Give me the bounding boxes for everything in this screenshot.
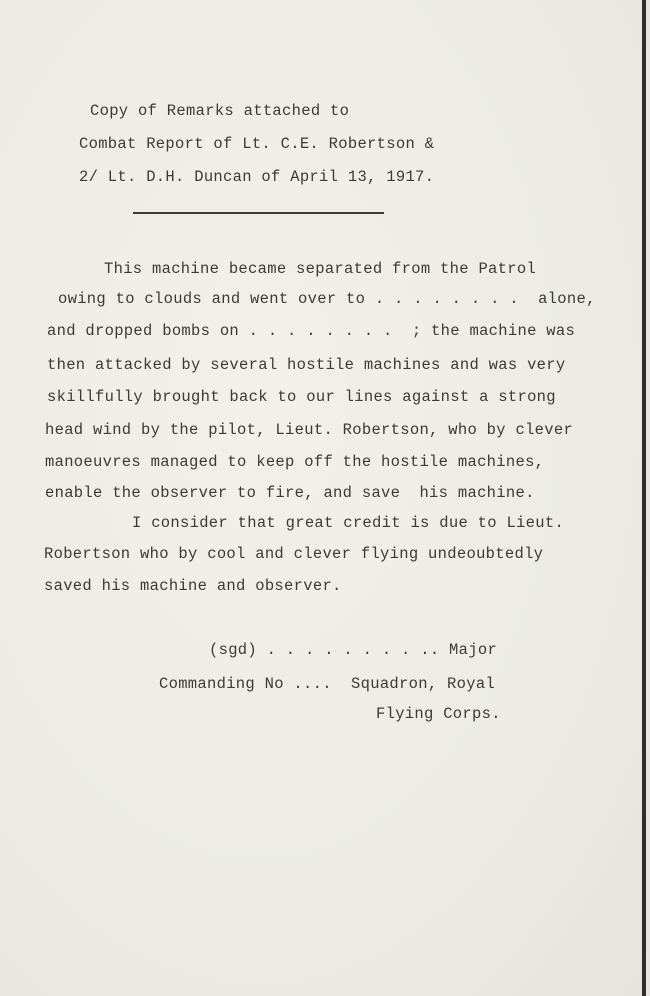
body-line-1: This machine became separated from the Patrol xyxy=(104,260,537,278)
body-line-3: and dropped bombs on . . . . . . . . ; the machine was xyxy=(47,322,576,340)
page-right-edge xyxy=(642,0,646,996)
body-line-8: enable the observer to fire, and save his machine. xyxy=(45,484,535,502)
heading-line-1: Copy of Remarks attached to xyxy=(90,102,350,120)
body-line-11: saved his machine and observer. xyxy=(44,577,342,595)
body-line-2: owing to clouds and went over to . . . . . . . . alone, xyxy=(58,290,596,308)
body-line-9: I consider that great credit is due to Lieut. xyxy=(132,514,565,532)
signature-line-3: Flying Corps. xyxy=(376,705,501,723)
body-line-7: manoeuvres managed to keep off the hostile machines, xyxy=(45,453,545,471)
heading-line-2: Combat Report of Lt. C.E. Robertson & xyxy=(79,135,435,153)
body-line-10: Robertson who by cool and clever flying undeoubtedly xyxy=(44,545,544,563)
heading-underline-rule xyxy=(133,212,384,214)
body-line-5: skillfully brought back to our lines against a strong xyxy=(47,388,556,406)
signature-line-2: Commanding No .... Squadron, Royal xyxy=(159,675,496,693)
heading-line-3: 2/ Lt. D.H. Duncan of April 13, 1917. xyxy=(79,168,435,186)
signature-line-1: (sgd) . . . . . . . . .. Major xyxy=(209,641,498,659)
body-line-6: head wind by the pilot, Lieut. Robertson, who by clever xyxy=(45,421,574,439)
body-line-4: then attacked by several hostile machines and was very xyxy=(47,356,566,374)
